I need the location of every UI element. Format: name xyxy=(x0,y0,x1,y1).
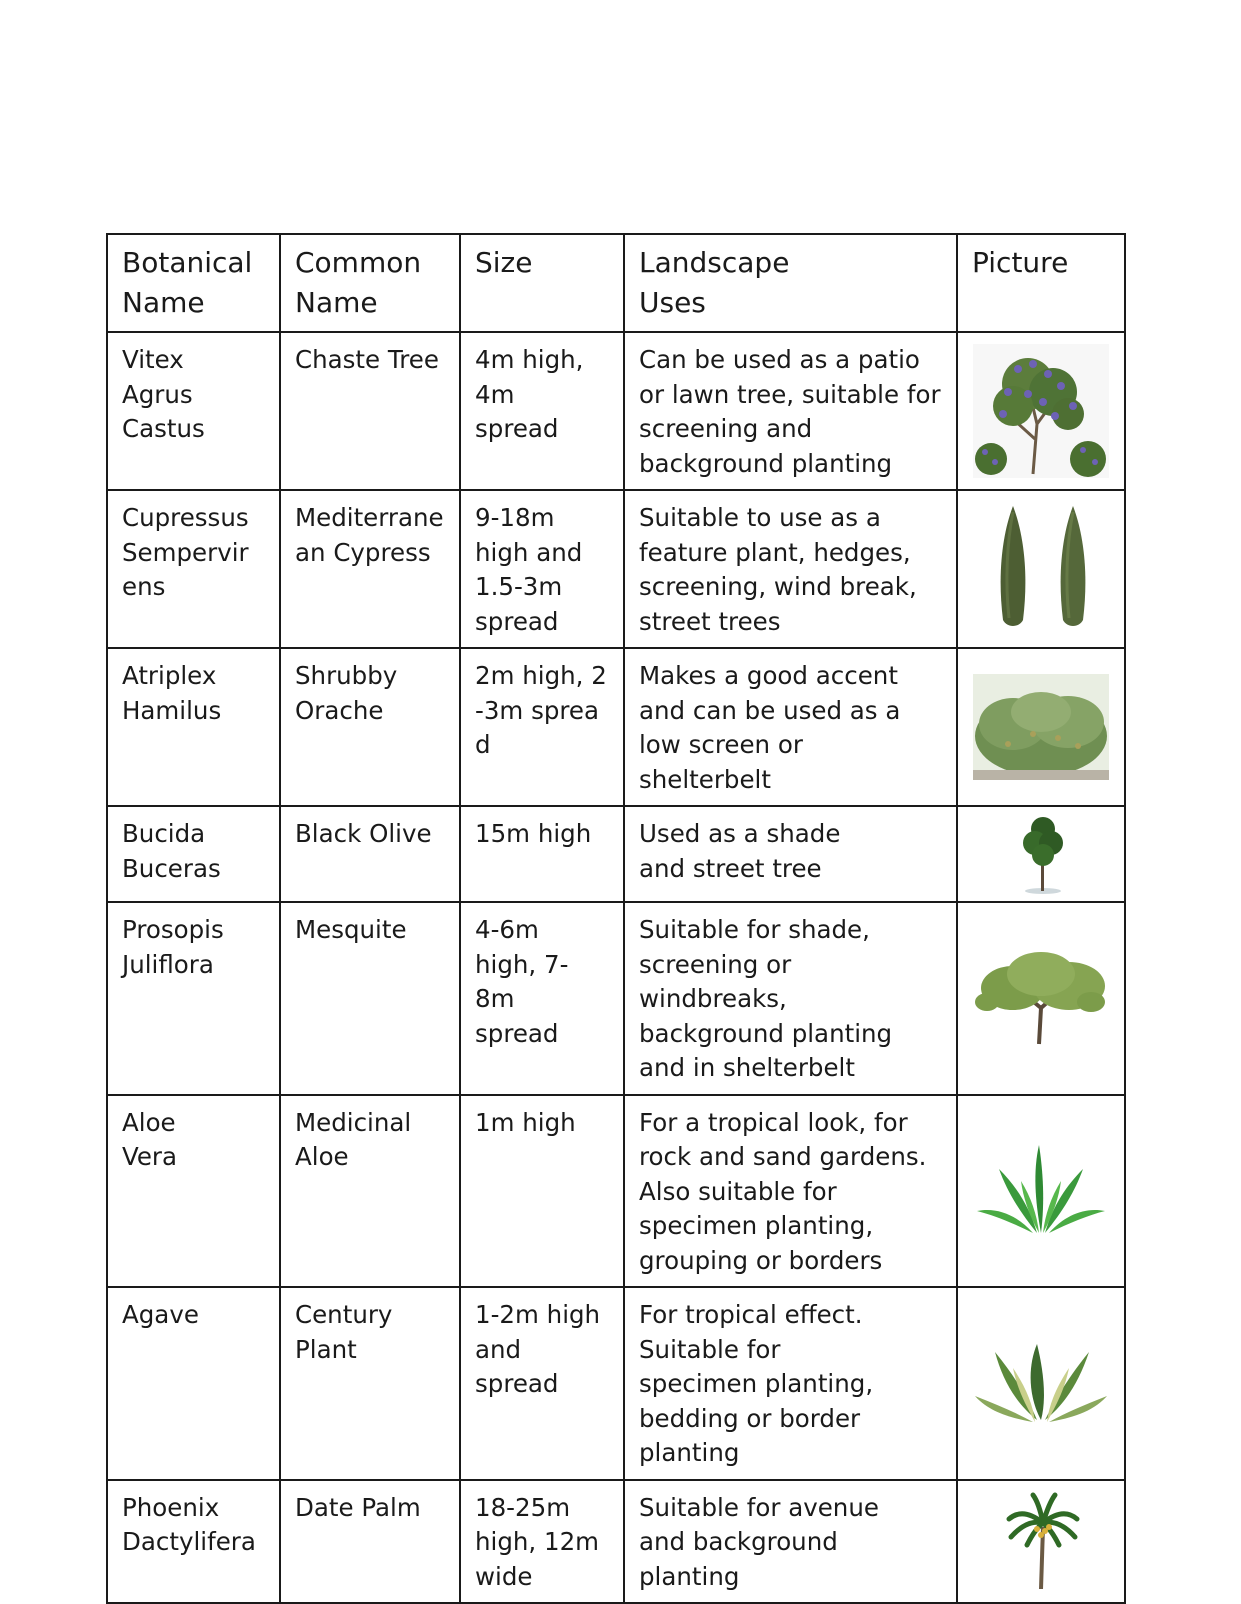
header-common-name: Common Name xyxy=(280,234,460,332)
picture-cell xyxy=(957,902,1125,1095)
common-name: Shrubby Orache xyxy=(280,648,460,806)
table-row xyxy=(107,902,1125,1095)
size: 4m high, 4m spread xyxy=(460,332,624,490)
date-palm-icon xyxy=(973,1489,1109,1593)
table-row xyxy=(107,332,1125,490)
size: 9-18m high and 1.5-3m spread xyxy=(460,490,624,648)
shrub-icon xyxy=(973,674,1109,780)
chaste-tree-icon xyxy=(973,344,1109,478)
size: 1-2m high and spread xyxy=(460,1287,624,1480)
botanical-name: Aloe Vera xyxy=(107,1095,280,1288)
table-row xyxy=(107,1095,1125,1288)
header-botanical-name: Botanical Name xyxy=(107,234,280,332)
landscape-uses: Suitable for avenue and background planting xyxy=(624,1480,957,1604)
common-name: Medicinal Aloe xyxy=(280,1095,460,1288)
picture-cell xyxy=(957,806,1125,902)
plant-table xyxy=(106,233,1126,1604)
landscape-uses: Suitable for shade, screening or windbreaks, background planting and in shelterbelt xyxy=(624,902,957,1095)
landscape-uses: Suitable to use as a feature plant, hedges, screening, wind break, street trees xyxy=(624,490,957,648)
common-name: Chaste Tree xyxy=(280,332,460,490)
size: 2m high, 2-3m spread xyxy=(460,648,624,806)
aloe-icon xyxy=(973,1141,1109,1241)
botanical-name: Atriplex Hamilus xyxy=(107,648,280,806)
header-landscape-uses: Landscape Uses xyxy=(624,234,957,332)
size: 18-25m high, 12m wide xyxy=(460,1480,624,1604)
common-name: Mesquite xyxy=(280,902,460,1095)
common-name: Date Palm xyxy=(280,1480,460,1604)
black-olive-tree-icon xyxy=(973,811,1109,897)
size: 1m high xyxy=(460,1095,624,1288)
picture-cell xyxy=(957,1287,1125,1480)
botanical-name: Phoenix Dactylifera xyxy=(107,1480,280,1604)
landscape-uses: Used as a shade and street tree xyxy=(624,806,957,902)
table-row xyxy=(107,490,1125,648)
picture-cell xyxy=(957,648,1125,806)
table-row xyxy=(107,1480,1125,1604)
common-name: Century Plant xyxy=(280,1287,460,1480)
picture-cell xyxy=(957,490,1125,648)
header-picture: Picture xyxy=(957,234,1125,332)
botanical-name: Agave xyxy=(107,1287,280,1480)
size: 4-6m high, 7-8m spread xyxy=(460,902,624,1095)
botanical-name: Vitex Agrus Castus xyxy=(107,332,280,490)
picture-cell xyxy=(957,332,1125,490)
header-size: Size xyxy=(460,234,624,332)
landscape-uses: Makes a good accent and can be used as a low screen or shelterbelt xyxy=(624,648,957,806)
table-row xyxy=(107,806,1125,902)
picture-cell xyxy=(957,1095,1125,1288)
table-row xyxy=(107,1287,1125,1480)
table-row xyxy=(107,648,1125,806)
header-row xyxy=(107,234,1125,332)
common-name: Mediterranean Cypress xyxy=(280,490,460,648)
landscape-uses: For a tropical look, for rock and sand gardens. Also suitable for specimen planting, grouping or borders xyxy=(624,1095,957,1288)
botanical-name: Cupressus Sempervirens xyxy=(107,490,280,648)
botanical-name: Bucida Buceras xyxy=(107,806,280,902)
mesquite-tree-icon xyxy=(973,948,1109,1048)
landscape-uses: For tropical effect. Suitable for specimen planting, bedding or border planting xyxy=(624,1287,957,1480)
landscape-uses: Can be used as a patio or lawn tree, suitable for screening and background planting xyxy=(624,332,957,490)
cypress-icon xyxy=(973,502,1109,636)
size: 15m high xyxy=(460,806,624,902)
common-name: Black Olive xyxy=(280,806,460,902)
agave-icon xyxy=(973,1338,1109,1428)
picture-cell xyxy=(957,1480,1125,1604)
botanical-name: Prosopis Juliflora xyxy=(107,902,280,1095)
